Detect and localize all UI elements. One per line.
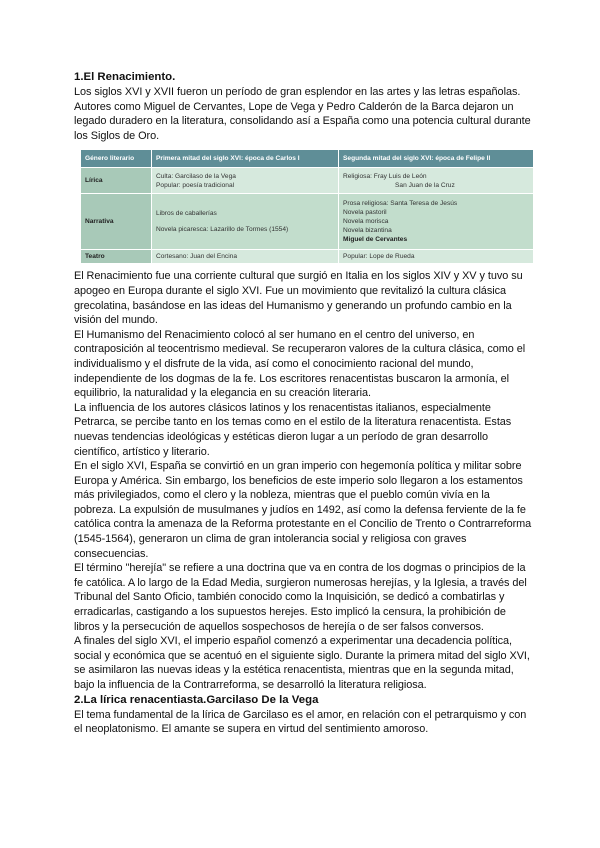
second-half-cell: [339, 250, 534, 264]
paragraph: La influencia de los autores clásicos latinos y los renacentistas italianos, especialmente Petrarca, se percibe tanto en los temas como en el estilo de la literatura renacentista. Estas nuevas tendencias ideológicas y estéticas dieron lugar a un período de gran desarrollo científico, artístico y literario.: [74, 401, 512, 458]
second-half-cell: [339, 168, 534, 194]
literature-table: [80, 149, 534, 264]
cell-line: Religiosa: Fray Luis de León: [343, 172, 427, 180]
cell-line: Novela bizantina: [343, 227, 392, 235]
cell-line: Novela picaresca: Lazarillo de Tormes (1554): [156, 226, 289, 234]
paragraph: El Renacimiento fue una corriente cultural que surgió en Italia en los siglos XIV y XV y tuvo su apogeo en Europa durante el siglo XVI. Fue un movimiento que revitalizó la cultura clásica grecolatina, basándose en las ideas del Humanismo y generando un profundo cambio en la visión del mundo.: [74, 270, 523, 327]
cell-line: Prosa religiosa: Santa Teresa de Jesús: [343, 200, 458, 208]
section-1-heading: 1.El Renacimiento.: [74, 71, 176, 83]
header-first-half: Primera mitad del siglo XVI: época de Carlos I: [152, 150, 339, 168]
first-half-cell: [152, 194, 339, 250]
second-half-cell: [339, 194, 534, 250]
genre-cell: Teatro: [81, 250, 152, 264]
table-row: [81, 168, 534, 194]
paragraph: El Humanismo del Renacimiento colocó al ser humano en el centro del universo, en contraposición al teocentrismo medieval. Se recuperaron valores de la cultura clásica, como el individualismo y el disfrute de la vida, así como el conocimiento racional del mundo, independiente de los dogmas de la fe. Los escritores renacentistas buscaron la armonía, el equilibrio, la naturalidad y la elegancia en su creación literaria.: [74, 328, 526, 400]
cell-line: Popular: Lope de Rueda: [343, 253, 415, 261]
cell-line: Libros de caballerías: [156, 210, 217, 218]
header-second-half: Segunda mitad del siglo XVI: época de Felipe II: [339, 150, 534, 168]
cell-line: San Juan de la Cruz: [395, 181, 455, 189]
section-2-body: El tema fundamental de la lírica de Garcilaso es el amor, en relación con el petrarquismo y con el neoplatonismo. El amante se supera en virtud del sentimiento amoroso.: [74, 708, 527, 736]
genre-cell: Lírica: [81, 168, 152, 194]
cell-line: Popular: poesía tradicional: [156, 181, 235, 189]
first-half-cell: [152, 250, 339, 264]
paragraph: En el siglo XVI, España se convirtió en un gran imperio con hegemonía política y militar sobre Europa y América. Sin embargo, los beneficios de este imperio solo llegaron a los estamentos más privilegiados, como el clero y la nobleza, mientras que el pueblo común vivía en la pobreza. La expulsión de musulmanes y judíos en 1492, así como la defensa ferviente de la fe católica contra la amenaza de la Reforma protestante en el Concilio de Trento o Contrarreforma (1545-1564), generaron un clima de gran intolerancia social y religiosa con graves consecuencias.: [74, 460, 532, 560]
table-row: [81, 250, 534, 264]
cell-line: Miguel de Cervantes: [343, 236, 408, 244]
section-2-heading: 2.La lírica renacentiasta.Garcilaso De la Vega: [74, 693, 319, 706]
genre-cell: Narrativa: [81, 194, 152, 250]
cell-line: Cortesano: Juan del Encina: [156, 253, 238, 261]
first-half-cell: [152, 168, 339, 194]
paragraph: A finales del siglo XVI, el imperio español comenzó a experimentar una decadencia política, social y económica que se acentuó en el siguiente siglo. Durante la primera mitad del siglo XVI, se asimilaron las nuevas ideas y la estética renacentista, mientras que en la segunda mitad, bajo la influencia de la Contrarreforma, se desarrolló la literatura religiosa.: [74, 635, 530, 691]
paragraph: El término "herejía" se refiere a una doctrina que va en contra de los dogmas o principios de la fe católica. A lo largo de la Edad Media, surgieron numerosas herejías, y la Iglesia, a través del Tribunal del Santo Oficio, también conocido como la Inquisición, se dedicó a combatirlas y erradicarlas, castigando a los supuestos herejes. Esto implicó la censura, la prohibición de libros y la persecución de aquellos sospechosos de herejía o de ser falsos conversos.: [74, 562, 527, 633]
cell-line: Novela pastoril: [343, 209, 387, 217]
cell-line: Culta: Garcilaso de la Vega: [156, 172, 236, 180]
section-1-intro: Los siglos XVI y XVII fueron un período de gran esplendor en las artes y las letras españolas. Autores como Miguel de Cervantes, Lope de Vega y Pedro Calderón de la Barca dejaron un legado duradero en la literatura, consolidando así a España como una potencia cultural durante los Siglos de Oro.: [74, 86, 531, 142]
table-header-row: [81, 150, 534, 168]
cell-line: Novela morisca: [343, 218, 389, 226]
table-row: [81, 194, 534, 250]
header-genre: Género literario: [81, 150, 152, 168]
document-page: [74, 70, 534, 737]
